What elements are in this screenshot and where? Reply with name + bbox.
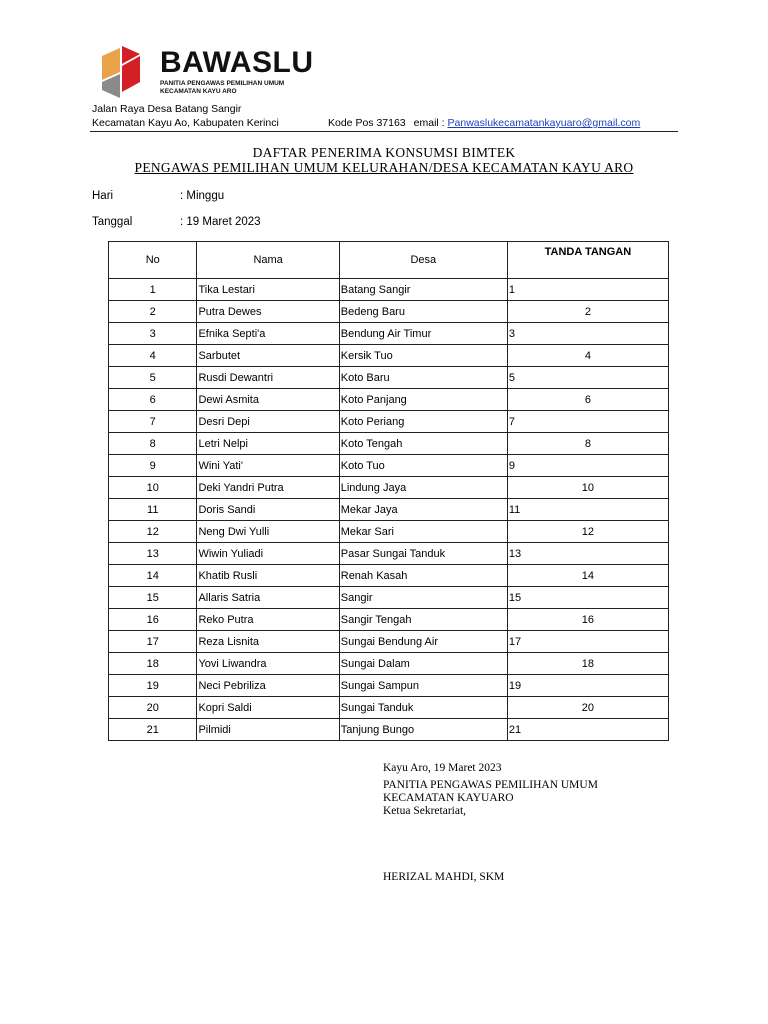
row-desa: Lindung Jaya	[339, 477, 507, 499]
row-no: 14	[109, 565, 197, 587]
row-no: 19	[109, 675, 197, 697]
row-desa: Sangir	[339, 587, 507, 609]
row-desa: Koto Tengah	[339, 433, 507, 455]
row-nama: Pilmidi	[197, 719, 339, 741]
row-desa: Tanjung Bungo	[339, 719, 507, 741]
row-tanda-tangan: 4	[507, 345, 668, 367]
address-line-1: Jalan Raya Desa Batang Sangir	[92, 103, 242, 115]
row-desa: Sangir Tengah	[339, 609, 507, 631]
row-no: 7	[109, 411, 197, 433]
address-district: Kecamatan Kayu Ao, Kabupaten Kerinci	[92, 117, 279, 129]
table-row	[109, 565, 669, 587]
row-nama: Sarbutet	[197, 345, 339, 367]
row-desa: Mekar Jaya	[339, 499, 507, 521]
row-tanda-tangan: 14	[507, 565, 668, 587]
row-nama: Reza Lisnita	[197, 631, 339, 653]
row-nama: Khatib Rusli	[197, 565, 339, 587]
header-divider	[90, 131, 678, 132]
row-desa: Koto Panjang	[339, 389, 507, 411]
header-no: No	[109, 242, 197, 279]
row-no: 12	[109, 521, 197, 543]
row-desa: Sungai Sampun	[339, 675, 507, 697]
table-row	[109, 521, 669, 543]
table-row	[109, 455, 669, 477]
table-row	[109, 389, 669, 411]
postal-code: Kode Pos 37163	[328, 117, 406, 129]
row-no: 21	[109, 719, 197, 741]
row-tanda-tangan: 16	[507, 609, 668, 631]
row-no: 20	[109, 697, 197, 719]
logo-sub-line-2: KECAMATAN KAYU ARO	[160, 88, 237, 95]
row-no: 10	[109, 477, 197, 499]
row-desa: Kersik Tuo	[339, 345, 507, 367]
table-row	[109, 345, 669, 367]
row-nama: Deki Yandri Putra	[197, 477, 339, 499]
document-title: DAFTAR PENERIMA KONSUMSI BIMTEK	[252, 145, 516, 160]
table-row	[109, 543, 669, 565]
row-tanda-tangan: 9	[507, 455, 668, 477]
tanggal-label: Tanggal	[92, 216, 133, 228]
row-desa: Sungai Bendung Air	[339, 631, 507, 653]
header-nama: Nama	[197, 242, 339, 279]
table-row	[109, 697, 669, 719]
row-desa: Batang Sangir	[339, 279, 507, 301]
row-desa: Koto Tuo	[339, 455, 507, 477]
row-tanda-tangan: 17	[507, 631, 668, 653]
row-no: 2	[109, 301, 197, 323]
row-tanda-tangan: 1	[507, 279, 668, 301]
row-tanda-tangan: 19	[507, 675, 668, 697]
row-tanda-tangan: 5	[507, 367, 668, 389]
table-row	[109, 675, 669, 697]
row-no: 18	[109, 653, 197, 675]
row-nama: Kopri Saldi	[197, 697, 339, 719]
row-no: 8	[109, 433, 197, 455]
row-tanda-tangan: 13	[507, 543, 668, 565]
row-no: 5	[109, 367, 197, 389]
header-desa: Desa	[339, 242, 507, 279]
row-nama: Wini Yati'	[197, 455, 339, 477]
logo-wordmark: BAWASLU	[160, 46, 314, 79]
row-nama: Neng Dwi Yulli	[197, 521, 339, 543]
table-row	[109, 323, 669, 345]
table-row	[109, 301, 669, 323]
row-desa: Sungai Dalam	[339, 653, 507, 675]
row-no: 17	[109, 631, 197, 653]
row-tanda-tangan: 21	[507, 719, 668, 741]
tanggal-value: : 19 Maret 2023	[180, 216, 261, 228]
hari-label: Hari	[92, 190, 114, 202]
table-body	[109, 279, 669, 741]
row-nama: Allaris Satria	[197, 587, 339, 609]
header-tanda-tangan: TANDA TANGAN	[507, 242, 668, 279]
row-desa: Bedeng Baru	[339, 301, 507, 323]
address-line-2	[92, 117, 641, 130]
row-tanda-tangan: 18	[507, 653, 668, 675]
row-nama: Tika Lestari	[197, 279, 339, 301]
row-desa: Renah Kasah	[339, 565, 507, 587]
document-subtitle-text: PENGAWAS PEMILIHAN UMUM KELURAHAN/DESA KECAMATAN KAYU ARO	[134, 160, 634, 175]
table-row	[109, 719, 669, 741]
row-tanda-tangan: 10	[507, 477, 668, 499]
row-nama: Yovi Liwandra	[197, 653, 339, 675]
table-row	[109, 411, 669, 433]
row-tanda-tangan: 7	[507, 411, 668, 433]
logo-subtitle	[160, 80, 284, 96]
row-desa: Pasar Sungai Tanduk	[339, 543, 507, 565]
row-desa: Koto Baru	[339, 367, 507, 389]
row-nama: Wiwin Yuliadi	[197, 543, 339, 565]
row-nama: Letri Nelpi	[197, 433, 339, 455]
table-row	[109, 433, 669, 455]
bawaslu-logo	[98, 42, 328, 100]
row-no: 9	[109, 455, 197, 477]
row-tanda-tangan: 15	[507, 587, 668, 609]
row-tanda-tangan: 11	[507, 499, 668, 521]
table-row	[109, 587, 669, 609]
table-row	[109, 499, 669, 521]
document-subtitle	[0, 160, 768, 176]
hari-value: : Minggu	[180, 190, 225, 202]
table-row	[109, 367, 669, 389]
table-row	[109, 279, 669, 301]
signature-position: Ketua Sekretariat,	[383, 805, 467, 817]
email-link[interactable]: Panwaslukecamatankayuaro@gmail.com	[447, 117, 641, 129]
email-label: email :	[413, 117, 445, 129]
table-row	[109, 609, 669, 631]
row-tanda-tangan: 12	[507, 521, 668, 543]
row-tanda-tangan: 6	[507, 389, 668, 411]
row-desa: Koto Periang	[339, 411, 507, 433]
row-no: 6	[109, 389, 197, 411]
row-nama: Efnika Septi'a	[197, 323, 339, 345]
row-tanda-tangan: 3	[507, 323, 668, 345]
signatory-name: HERIZAL MAHDI, SKM	[383, 871, 505, 883]
row-tanda-tangan: 2	[507, 301, 668, 323]
row-nama: Neci Pebriliza	[197, 675, 339, 697]
row-nama: Putra Dewes	[197, 301, 339, 323]
row-no: 13	[109, 543, 197, 565]
table-row	[109, 653, 669, 675]
row-nama: Doris Sandi	[197, 499, 339, 521]
row-no: 15	[109, 587, 197, 609]
row-desa: Mekar Sari	[339, 521, 507, 543]
postal-and-email	[328, 117, 640, 130]
row-no: 3	[109, 323, 197, 345]
row-tanda-tangan: 8	[507, 433, 668, 455]
signature-place-date: Kayu Aro, 19 Maret 2023	[383, 762, 502, 774]
signature-org-line-1: PANITIA PENGAWAS PEMILIHAN UMUM	[383, 779, 598, 791]
row-no: 1	[109, 279, 197, 301]
table-row	[109, 477, 669, 499]
row-no: 16	[109, 609, 197, 631]
signature-org-line-2: KECAMATAN KAYUARO	[383, 792, 514, 804]
row-desa: Sungai Tanduk	[339, 697, 507, 719]
row-no: 11	[109, 499, 197, 521]
row-nama: Dewi Asmita	[197, 389, 339, 411]
recipient-table	[108, 241, 669, 741]
row-desa: Bendung Air Timur	[339, 323, 507, 345]
table-header-row	[109, 242, 669, 279]
row-tanda-tangan: 20	[507, 697, 668, 719]
table-row	[109, 631, 669, 653]
row-nama: Desri Depi	[197, 411, 339, 433]
logo-sub-line-1: PANITIA PENGAWAS PEMILIHAN UMUM	[160, 80, 285, 87]
bawaslu-emblem-icon	[98, 42, 156, 100]
row-nama: Rusdi Dewantri	[197, 367, 339, 389]
row-no: 4	[109, 345, 197, 367]
row-nama: Reko Putra	[197, 609, 339, 631]
